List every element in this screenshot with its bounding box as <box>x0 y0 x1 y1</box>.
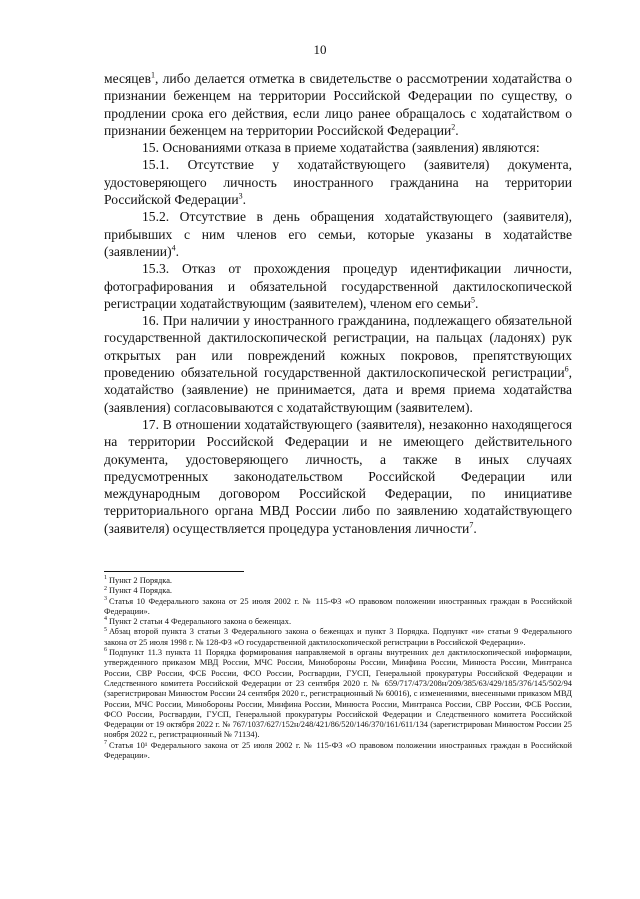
footnote-number: 6 <box>104 647 107 654</box>
footnote-text: Абзац второй пункта 3 статьи 3 Федерального закона о беженцах и пункт 3 Порядка. Подпункт «и» статьи 9 Федерального закона от 25 июля 1998 г. № 128-ФЗ «О государственной дактилоскопической регистрации в Российской Федерации». <box>104 627 572 647</box>
paragraph-text: . <box>455 122 459 138</box>
paragraph-text: 15. Основаниями отказа в приеме ходатайства (заявления) являются: <box>142 140 540 156</box>
paragraph <box>104 156 572 208</box>
footnote <box>104 648 572 741</box>
paragraph-text: 17. В отношении ходатайствующего (заявителя), незаконно находящегося на территории Российской Федерации и не имеющего действительного документа, удостоверяющего личность, а также в иных случаях предусмотренных законодательством Российской Федерации или международным договором Российской Федерации, по инициативе территориального органа МВД России либо по заявлению ходатайствующего (заявителя) осуществляется процедура установления личности <box>104 416 572 536</box>
footnotes <box>104 576 572 761</box>
footnote <box>104 586 572 596</box>
footnote <box>104 597 572 618</box>
paragraph-text: . <box>473 520 477 536</box>
paragraph-text: 15.3. Отказ от прохождения процедур идентификации личности, фотографирования и обязательной государственной дактилоскопической регистрации ходатайствующим (заявителем), членом его семьи <box>104 261 572 311</box>
paragraph <box>104 260 572 312</box>
footnote <box>104 627 572 648</box>
footnote-text: Пункт 2 Порядка. <box>109 576 173 585</box>
footnote <box>104 576 572 586</box>
footnote-separator <box>104 571 244 572</box>
paragraph-text: , либо делается отметка в свидетельстве о рассмотрении ходатайства о признании беженцем на территории Российской Федерации по существу, о продлении срока его действия, если лицо ранее обращалось с ходатайством о признании беженцем на территории Российской Федерации <box>104 71 572 138</box>
footnote-reference: 5 <box>471 295 476 305</box>
paragraph-text: . <box>475 295 479 311</box>
footnote-reference: 4 <box>171 243 176 253</box>
footnote-text: Пункт 4 Порядка. <box>109 586 173 596</box>
paragraph <box>104 139 572 156</box>
footnote-number: 3 <box>104 595 107 602</box>
footnote-number: 5 <box>104 626 107 633</box>
footnote-reference: 7 <box>469 520 474 530</box>
paragraph-text: месяцев <box>104 71 151 86</box>
paragraph-text: , ходатайство (заявление) не принимается, дата и время приема ходатайства (заявления) согласовываются с ходатайствующим (заявителем). <box>104 365 572 415</box>
footnote-text: Пункт 2 статьи 4 Федерального закона о беженцах. <box>109 617 292 627</box>
footnote <box>104 617 572 627</box>
footnote-text: Подпункт 11.3 пункта 11 Порядка формирования направляемой в органы внутренних дел дактилоскопической информации, утвержденного приказом МВД России, МЧС России, Минобороны России, Минфина России, Минюста России, Минтранса России, СВР России, ФСБ России, ФСО России, Росгвардии, ГУСП, Генеральной прокуратуры Российской Федерации и Следственного комитета Российской Федерации от 23 сентября 2020 г. № 659/717/473/208н/209/385/63/429/185/376/145/502/94 (зарегистрирован Минюстом России 24 сентября 2020 г., регистрационный № 60016), с изменениями, внесенными приказом МВД России, МЧС России, Минобороны России, Минфина России, Минюста России, Минтранса России, СВР России, ФСБ России, ФСО России, Росгвардии, ГУСП, Генеральной прокуратуры Российской Федерации и Следственного комитета Российской Федерации от 19 октября 2022 г. № 767/1037/627/152н/248/421/86/520/146/370/161/611/134 (зарегистрирован Минюстом России 25 ноября 2022 г., регистрационный № 71134). <box>104 648 572 740</box>
footnote-number: 7 <box>104 739 107 746</box>
page-number: 10 <box>313 42 327 57</box>
footnote-reference: 2 <box>451 122 456 132</box>
footnote-text: Статья 10¹ Федерального закона от 25 июля 2002 г. № 115-ФЗ «О правовом положении иностранных граждан в Российской Федерации». <box>104 740 572 761</box>
footnote <box>104 741 572 762</box>
footnote-reference: 1 <box>151 70 155 80</box>
paragraph <box>104 70 572 139</box>
paragraph-text: . <box>175 243 179 259</box>
footnote-number: 4 <box>104 616 107 623</box>
paragraph-text: 15.2. Отсутствие в день обращения ходатайствующего (заявителя), прибывших с ним членов его семьи, которые указаны в ходатайстве (заявлении) <box>104 209 572 259</box>
main-text <box>104 70 572 537</box>
footnote-number: 2 <box>104 585 107 592</box>
paragraph <box>104 416 572 537</box>
footnote-reference: 6 <box>564 364 569 374</box>
footnote-text: Статья 10 Федерального закона от 25 июля 2002 г. № 115-ФЗ «О правовом положении иностранных граждан в Российской Федерации». <box>104 596 572 616</box>
footnote-reference: 3 <box>238 191 243 201</box>
paragraph <box>104 312 572 416</box>
paragraph-text: . <box>242 192 246 208</box>
paragraph-text: 15.1. Отсутствие у ходатайствующего (заявителя) документа, удостоверяющего личность иностранного гражданина на территории Российской Федерации <box>104 157 572 208</box>
paragraph <box>104 208 572 260</box>
paragraph-text: 16. При наличии у иностранного гражданина, подлежащего обязательной государственной дактилоскопической регистрации, на пальцах (ладонях) рук открытых ран или повреждений кожных покровов, препятствующих проведению обязательной государственной дактилоскопической регистрации <box>104 313 572 381</box>
footnote-number: 1 <box>104 575 107 582</box>
